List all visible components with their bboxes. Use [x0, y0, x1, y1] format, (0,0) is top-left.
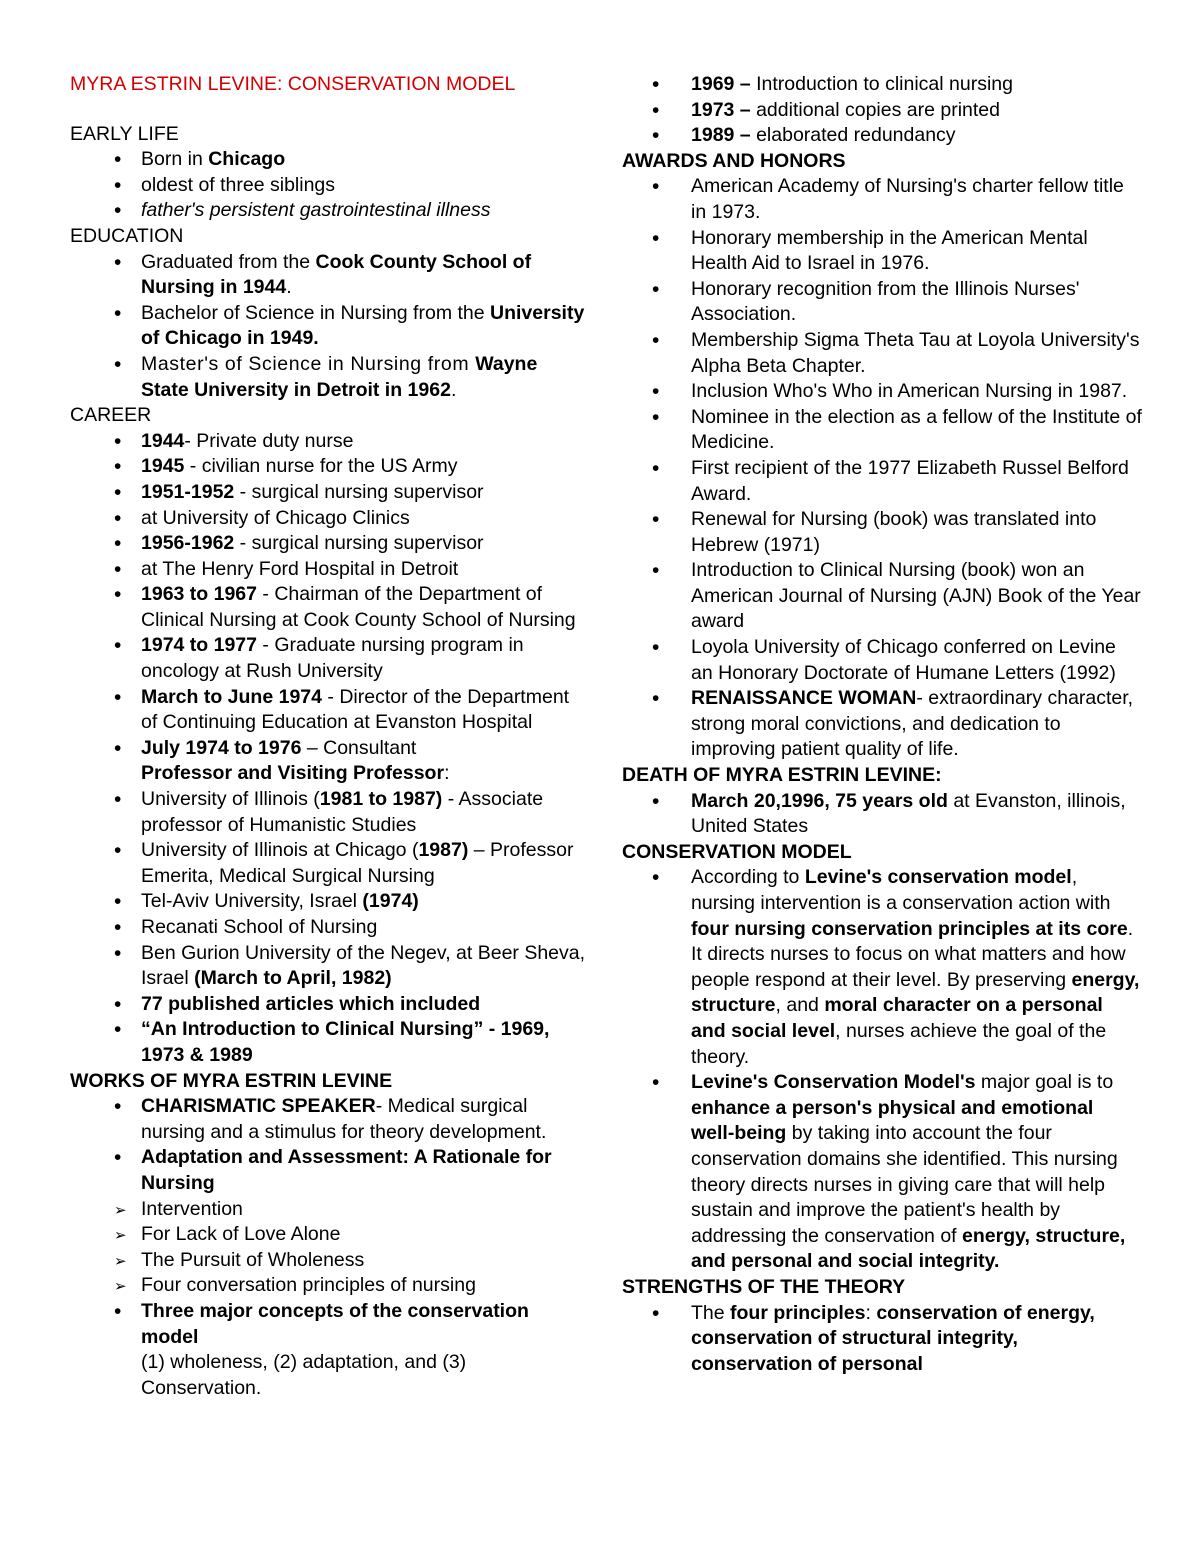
list-item [70, 480, 590, 506]
item-text: - surgical nursing supervisor [234, 532, 484, 555]
item-text: . [450, 378, 457, 401]
item-text: , nurses achieve the goal of the theory. [691, 1019, 1107, 1068]
item-text: Graduated from the [141, 250, 316, 273]
list-item [70, 352, 590, 403]
bullet-icon [114, 736, 132, 763]
bullet-icon [652, 865, 670, 892]
item-emphasis: 1989 – [691, 124, 751, 147]
list-item [622, 456, 1142, 507]
bullet-icon [652, 174, 670, 201]
list-item [622, 1301, 1142, 1378]
item-emphasis: 1956-1962 [141, 532, 235, 555]
education-list [70, 250, 590, 404]
bullet-icon [114, 889, 132, 916]
list-item [70, 557, 590, 583]
bullet-icon [652, 789, 670, 816]
item-text: at Evanston, illinois, United States [691, 789, 1126, 838]
arrow-bullet-icon [114, 1273, 132, 1300]
bullet-icon [114, 582, 132, 609]
item-emphasis: 1951-1952 [141, 480, 235, 503]
list-item [622, 123, 1142, 149]
list-item [622, 379, 1142, 405]
item-text: For Lack of Love Alone [141, 1223, 341, 1246]
bullet-icon [114, 915, 132, 942]
bullet-icon [114, 454, 132, 481]
item-emphasis: four principles [730, 1301, 866, 1324]
death-list [622, 789, 1142, 840]
item-text: University of Illinois at Chicago ( [141, 839, 419, 862]
item-text: Loyola University of Chicago conferred on Levine an Honorary Doctorate of Humane Letters (1992) [691, 636, 1116, 684]
item-text: , and [775, 994, 825, 1017]
item-text: Four conversation principles of nursing [141, 1274, 476, 1297]
list-item [622, 174, 1142, 225]
list-item [70, 454, 590, 480]
list-item [622, 558, 1142, 635]
bullet-icon [114, 1017, 132, 1044]
item-emphasis: moral character on a personal and social level [691, 994, 1103, 1042]
left-column [70, 72, 590, 1401]
item-text: - Private duty nurse [184, 429, 354, 452]
item-text: - Chairman of the Department of Clinical Nursing at Cook County School of Nursing [141, 583, 576, 631]
item-text: Tel-Aviv University, Israel [141, 890, 363, 913]
item-text: Intervention [141, 1197, 243, 1220]
bullet-icon [652, 456, 670, 483]
list-item [70, 633, 590, 684]
list-item [70, 198, 590, 224]
bullet-icon [652, 379, 670, 406]
item-emphasis: energy, structure [691, 968, 1140, 1017]
item-text: Recanati School of Nursing [141, 916, 378, 938]
item-emphasis: Cook County School of Nursing in 1944 [141, 250, 532, 299]
item-text: - Director of the Department of Continuing Education at Evanston Hospital [141, 685, 570, 734]
list-item [70, 1145, 590, 1196]
item-text: Renewal for Nursing (book) was translated into Hebrew (1971) [691, 508, 1097, 556]
item-emphasis: Chicago [208, 148, 286, 171]
item-text: First recipient of the 1977 Elizabeth Russel Belford Award. [691, 456, 1129, 505]
list-item [70, 1017, 590, 1068]
item-emphasis: Levine's Conservation Model's [691, 1071, 976, 1094]
item-text: , nursing intervention is a conservation action with [691, 866, 1111, 914]
list-item [70, 429, 590, 455]
item-text: by taking into account the four conservation domains she identified. This nursing theory directs nurses in giving care that will help sustain and improve the patient's health by addressing the conservation of [691, 1122, 1118, 1247]
bullet-icon [652, 277, 670, 304]
list-item [70, 250, 590, 301]
bullet-icon [114, 250, 132, 277]
bullet-icon [652, 1301, 670, 1328]
list-item [70, 915, 590, 941]
item-text: The Pursuit of Wholeness [141, 1248, 365, 1271]
bullet-icon [114, 352, 132, 379]
editions-list [622, 72, 1142, 149]
item-text: : [444, 762, 450, 785]
item-text: Born in [141, 148, 209, 171]
item-emphasis: 1974 to 1977 [141, 634, 258, 657]
bullet-icon [114, 506, 132, 533]
list-item [622, 328, 1142, 379]
list-item [622, 1070, 1142, 1275]
item-emphasis: 1944 [141, 429, 185, 452]
item-emphasis: 1987) [418, 839, 469, 862]
item-text: University of Illinois ( [141, 788, 320, 811]
conservation-heading: CONSERVATION MODEL [622, 840, 852, 863]
item-emphasis: enhance a person's physical and emotional well-being [691, 1096, 1094, 1145]
bullet-icon [114, 685, 132, 712]
bullet-icon [114, 429, 132, 456]
bullet-icon [114, 1145, 132, 1172]
list-item [70, 1299, 590, 1401]
item-emphasis: Levine's conservation model [804, 866, 1072, 889]
item-emphasis: conservation of energy, conservation of structural integrity, conservation of personal [691, 1301, 1095, 1375]
list-item [622, 865, 1142, 1070]
item-text: : [865, 1301, 877, 1324]
list-item [70, 941, 590, 992]
item-emphasis: energy, structure, and personal and social integrity. [691, 1224, 1126, 1273]
item-text: major goal is to [975, 1071, 1114, 1094]
item-emphasis: (1974) [362, 890, 419, 913]
bullet-icon [652, 98, 670, 125]
item-emphasis: Wayne State University in Detroit in 1962 [141, 352, 538, 401]
early-life-heading: EARLY LIFE [70, 122, 179, 145]
item-emphasis: (March to April, 1982) [194, 967, 392, 990]
item-emphasis: CHARISMATIC SPEAKER [141, 1095, 376, 1118]
item-emphasis: March 20,1996, 75 years old [691, 789, 948, 812]
item-emphasis: 1969 – [691, 73, 751, 95]
list-item [622, 686, 1142, 763]
item-text: Nominee in the election as a fellow of the Institute of Medicine. [691, 405, 1142, 454]
item-text: (1) wholeness, (2) adaptation, and (3) Conservation. [141, 1351, 467, 1399]
strengths-heading: STRENGTHS OF THE THEORY [622, 1275, 906, 1298]
item-text: Honorary recognition from the Illinois Nurses' Association. [691, 277, 1080, 326]
right-column [622, 72, 1142, 1377]
item-text: - Medical surgical nursing and a stimulus for theory development. [141, 1095, 547, 1143]
item-text: - Associate professor of Humanistic Studies [141, 788, 544, 836]
list-item [70, 506, 590, 532]
item-text: – Professor Emerita, Medical Surgical Nursing [141, 839, 574, 887]
list-item [622, 226, 1142, 277]
list-item [70, 582, 590, 633]
item-text: Bachelor of Science in Nursing from the [141, 301, 491, 324]
item-text: Introduction to Clinical Nursing (book) won an American Journal of Nursing (AJN) Book of the Year award [691, 559, 1141, 633]
item-emphasis: 1973 – [691, 98, 751, 121]
list-item [622, 507, 1142, 558]
death-heading: DEATH OF MYRA ESTRIN LEVINE: [622, 764, 942, 787]
bullet-icon [652, 226, 670, 253]
list-item [70, 685, 590, 736]
item-text: father's persistent gastrointestinal illness [141, 199, 491, 222]
list-item [622, 405, 1142, 456]
bullet-icon [114, 1299, 132, 1326]
bullet-icon [114, 787, 132, 814]
bullet-icon [652, 1070, 670, 1097]
item-emphasis: RENAISSANCE WOMAN [691, 687, 917, 710]
list-item [70, 736, 590, 787]
strengths-list [622, 1301, 1142, 1378]
bullet-icon [114, 557, 132, 584]
list-item [70, 173, 590, 199]
item-text: . It directs nurses to focus on what matters and how people respond at their level. By preserving [691, 917, 1134, 991]
item-text: Membership Sigma Theta Tau at Loyola University's Alpha Beta Chapter. [691, 328, 1140, 377]
arrow-bullet-icon [114, 1248, 132, 1275]
bullet-icon [652, 72, 670, 99]
item-emphasis: Professor and Visiting Professor [141, 762, 445, 785]
list-item [70, 889, 590, 915]
conservation-list [622, 865, 1142, 1275]
item-text: The [691, 1301, 731, 1324]
item-text: oldest of three siblings [141, 173, 336, 196]
bullet-icon [114, 173, 132, 200]
bullet-icon [652, 507, 670, 534]
item-text: Inclusion Who's Who in American Nursing in 1987. [691, 380, 1128, 403]
bullet-icon [114, 301, 132, 328]
awards-heading: AWARDS AND HONORS [622, 149, 846, 172]
list-item [622, 72, 1142, 98]
list-item [70, 787, 590, 838]
list-item [622, 98, 1142, 124]
bullet-icon [114, 941, 132, 968]
list-item [70, 1248, 590, 1274]
bullet-icon [652, 123, 670, 150]
arrow-bullet-icon [114, 1222, 132, 1249]
list-item [70, 838, 590, 889]
item-emphasis: Three major concepts of the conservation model [141, 1299, 529, 1348]
list-item [70, 1197, 590, 1223]
item-emphasis: 1945 [141, 455, 185, 478]
item-text: - surgical nursing supervisor [234, 480, 484, 503]
item-text: elaborated redundancy [750, 124, 956, 147]
bullet-icon [652, 558, 670, 585]
list-item [622, 635, 1142, 686]
item-text: Ben Gurion University of the Negev, at Beer Sheva, Israel [141, 941, 586, 990]
bullet-icon [114, 198, 132, 225]
bullet-icon [114, 992, 132, 1019]
item-text: Introduction to clinical nursing [750, 73, 1013, 95]
bullet-icon [652, 686, 670, 713]
item-text: American Academy of Nursing's charter fellow title in 1973. [691, 175, 1124, 223]
bullet-icon [652, 405, 670, 432]
list-item [70, 1222, 590, 1248]
item-emphasis: Adaptation and Assessment: A Rationale for Nursing [141, 1146, 552, 1194]
list-item [70, 1273, 590, 1299]
early-life-list [70, 147, 590, 224]
career-heading: CAREER [70, 404, 152, 427]
works-list [70, 1094, 590, 1401]
list-item [70, 531, 590, 557]
list-item [70, 147, 590, 173]
item-emphasis: “An Introduction to Clinical Nursing” - 1969, 1973 & 1989 [141, 1018, 550, 1066]
bullet-icon [114, 633, 132, 660]
list-item [622, 789, 1142, 840]
item-text: additional copies are printed [750, 98, 1000, 121]
education-heading: EDUCATION [70, 224, 184, 247]
bullet-icon [114, 147, 132, 174]
bullet-icon [114, 1094, 132, 1121]
item-text: According to [691, 866, 805, 889]
list-item [622, 277, 1142, 328]
item-emphasis: 1963 to 1967 [141, 583, 258, 606]
document-title: MYRA ESTRIN LEVINE: CONSERVATION MODEL [70, 73, 516, 95]
item-text: Honorary membership in the American Mental Health Aid to Israel in 1976. [691, 226, 1088, 275]
item-emphasis: four nursing conservation principles at its core [691, 917, 1128, 940]
career-list [70, 429, 590, 1069]
item-text: Master's of Science in Nursing from [141, 352, 476, 375]
bullet-icon [114, 480, 132, 507]
works-heading: WORKS OF MYRA ESTRIN LEVINE [70, 1069, 393, 1092]
item-text: - extraordinary character, strong moral convictions, and dedication to improving patient quality of life. [691, 687, 1134, 761]
item-text: . [286, 276, 292, 299]
bullet-icon [114, 838, 132, 865]
item-emphasis: 77 published articles which included [141, 992, 481, 1015]
item-emphasis: July 1974 to 1976 [141, 736, 302, 759]
item-emphasis: University of Chicago in 1949. [141, 301, 585, 350]
item-text: – Consultant [301, 736, 417, 759]
bullet-icon [114, 531, 132, 558]
item-text: - Graduate nursing program in oncology at Rush University [141, 634, 524, 683]
awards-list [622, 174, 1142, 763]
list-item [70, 301, 590, 352]
item-text: at University of Chicago Clinics [141, 506, 410, 529]
arrow-bullet-icon [114, 1197, 132, 1224]
bullet-icon [652, 328, 670, 355]
item-text: at The Henry Ford Hospital in Detroit [141, 557, 459, 580]
list-item [70, 1094, 590, 1145]
item-emphasis: 1981 to 1987) [319, 788, 443, 811]
list-item [70, 992, 590, 1018]
item-emphasis: March to June 1974 [141, 685, 322, 708]
bullet-icon [652, 635, 670, 662]
item-text: - civilian nurse for the US Army [184, 455, 458, 478]
